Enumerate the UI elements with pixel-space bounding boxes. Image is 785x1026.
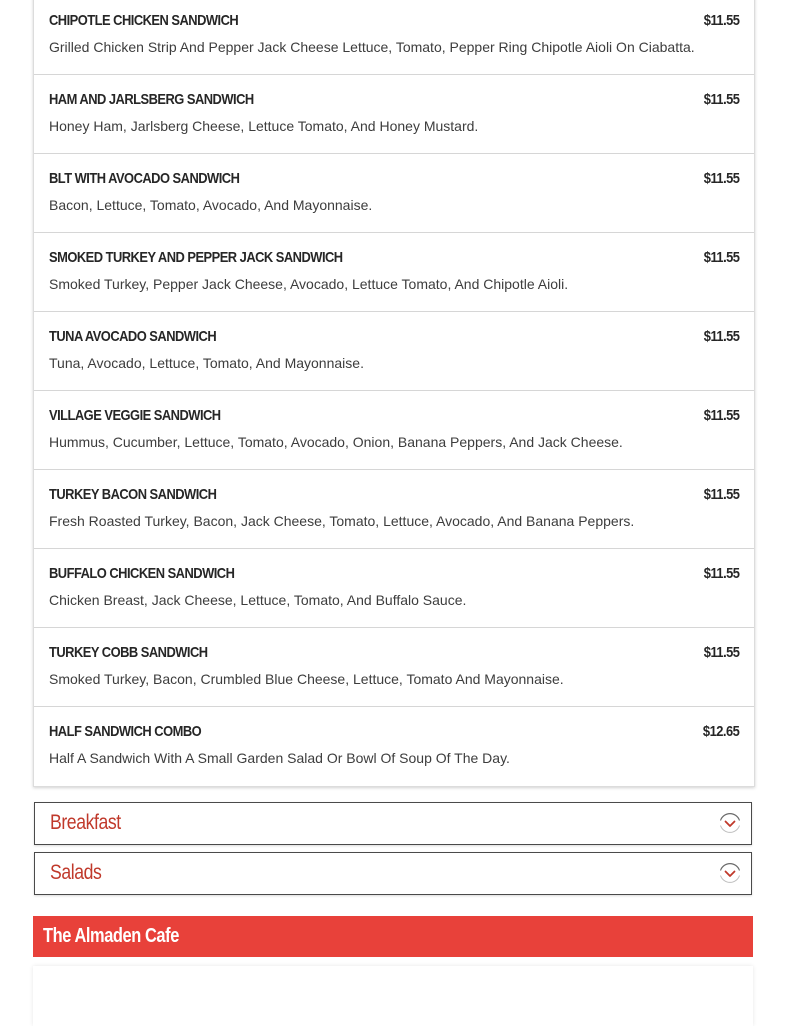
cafe-header-banner bbox=[33, 916, 753, 957]
menu-item-price: $11.55 bbox=[703, 407, 739, 424]
menu-item-description: Half A Sandwich With A Small Garden Salad Or Bowl Of Soup Of The Day. bbox=[49, 750, 510, 766]
cafe-info-panel bbox=[33, 966, 753, 1026]
menu-item-description: Fresh Roasted Turkey, Bacon, Jack Cheese, Tomato, Lettuce, Avocado, And Banana Peppers. bbox=[49, 513, 635, 529]
category-label: Salads bbox=[50, 861, 102, 884]
chevron-down-icon[interactable] bbox=[718, 861, 742, 885]
menu-item-description: Bacon, Lettuce, Tomato, Avocado, And Mayonnaise. bbox=[49, 197, 373, 213]
menu-item-name: BLT WITH AVOCADO SANDWICH bbox=[49, 170, 240, 187]
menu-item bbox=[34, 707, 754, 786]
menu-item-name: SMOKED TURKEY AND PEPPER JACK SANDWICH bbox=[49, 249, 343, 266]
chevron-down-icon[interactable] bbox=[718, 811, 742, 835]
menu-item-description: Tuna, Avocado, Lettuce, Tomato, And Mayonnaise. bbox=[49, 355, 364, 371]
menu-item-name: HALF SANDWICH COMBO bbox=[49, 723, 202, 740]
menu-item bbox=[34, 391, 754, 470]
menu-item-name: TURKEY COBB SANDWICH bbox=[49, 644, 208, 661]
menu-item-name: VILLAGE VEGGIE SANDWICH bbox=[49, 407, 221, 424]
menu-item bbox=[34, 75, 754, 154]
menu-item-name: BUFFALO CHICKEN SANDWICH bbox=[49, 565, 235, 582]
menu-item-price: $11.55 bbox=[703, 12, 739, 29]
menu-item bbox=[34, 0, 754, 75]
menu-item bbox=[34, 312, 754, 391]
menu-item-price: $11.55 bbox=[703, 249, 739, 266]
category-label: Breakfast bbox=[50, 811, 121, 834]
menu-item-description: Honey Ham, Jarlsberg Cheese, Lettuce Tomato, And Honey Mustard. bbox=[49, 118, 479, 134]
menu-item bbox=[34, 549, 754, 628]
menu-item-price: $11.55 bbox=[703, 170, 739, 187]
category-breakfast-toggle[interactable] bbox=[34, 802, 752, 845]
menu-item-name: HAM AND JARLSBERG SANDWICH bbox=[49, 91, 254, 108]
sandwich-menu-list bbox=[33, 0, 755, 787]
menu-item-description: Smoked Turkey, Pepper Jack Cheese, Avocado, Lettuce Tomato, And Chipotle Aioli. bbox=[49, 276, 569, 292]
cafe-title: The Almaden Cafe bbox=[43, 925, 179, 947]
category-salads-toggle[interactable] bbox=[34, 852, 752, 895]
menu-item bbox=[34, 233, 754, 312]
menu-item bbox=[34, 470, 754, 549]
menu-item-name: TUNA AVOCADO SANDWICH bbox=[49, 328, 217, 345]
menu-item bbox=[34, 628, 754, 707]
menu-item-name: TURKEY BACON SANDWICH bbox=[49, 486, 217, 503]
menu-item-description: Chicken Breast, Jack Cheese, Lettuce, Tomato, And Buffalo Sauce. bbox=[49, 592, 467, 608]
menu-item-description: Hummus, Cucumber, Lettuce, Tomato, Avocado, Onion, Banana Peppers, And Jack Cheese. bbox=[49, 434, 623, 450]
menu-item-price: $11.55 bbox=[703, 91, 739, 108]
menu-item-name: CHIPOTLE CHICKEN SANDWICH bbox=[49, 12, 239, 29]
menu-item-description: Grilled Chicken Strip And Pepper Jack Cheese Lettuce, Tomato, Pepper Ring Chipotle Aioli On Ciabatta. bbox=[49, 39, 695, 55]
menu-item-price: $11.55 bbox=[703, 644, 739, 661]
menu-item-price: $12.65 bbox=[702, 723, 739, 740]
menu-item-price: $11.55 bbox=[703, 565, 739, 582]
menu-item-description: Smoked Turkey, Bacon, Crumbled Blue Cheese, Lettuce, Tomato And Mayonnaise. bbox=[49, 671, 564, 687]
menu-item bbox=[34, 154, 754, 233]
menu-item-price: $11.55 bbox=[703, 486, 739, 503]
menu-item-price: $11.55 bbox=[703, 328, 739, 345]
